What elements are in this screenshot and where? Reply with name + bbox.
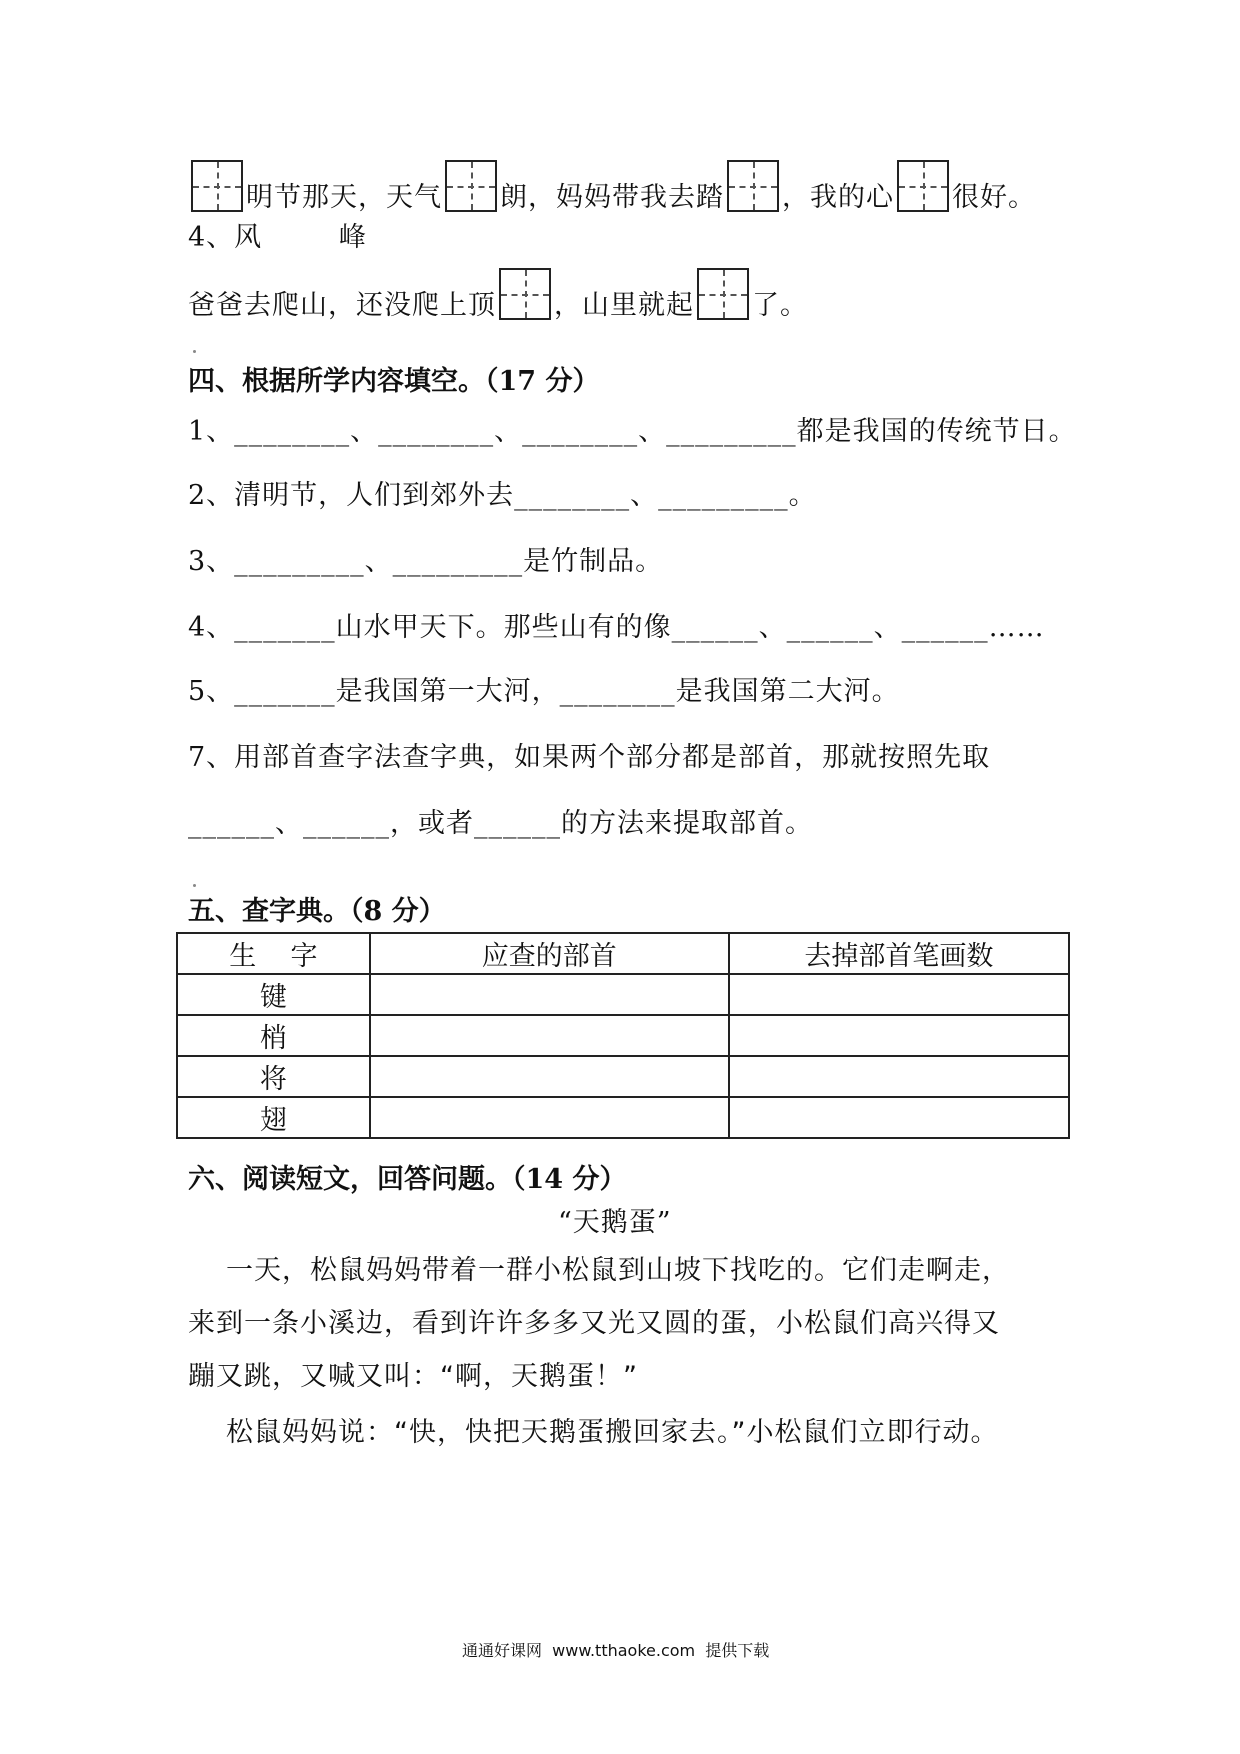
q3-line-1-text-3: ，我的心 — [782, 182, 894, 213]
stroke-count-answer-cell[interactable] — [729, 974, 1069, 1015]
tianzige-box[interactable] — [727, 160, 779, 212]
table-header-cell: 生 字 — [177, 933, 370, 974]
q3-line-1 — [188, 160, 1036, 218]
section-4-item: ______、______，或者______的方法来提取部首。 — [188, 808, 813, 839]
section-4-item: 4、_______山水甲天下。那些山有的像______、______、______…… — [188, 612, 1045, 643]
scan-dot — [193, 884, 196, 887]
table-row — [177, 1015, 1069, 1056]
section-4-item: 1、________、________、________、_________都是我国的传统节日。 — [188, 416, 1077, 447]
tianzige-box[interactable] — [897, 160, 949, 212]
passage-line: 松鼠妈妈说：“快，快把天鹅蛋搬回家去。”小松鼠们立即行动。 — [226, 1417, 999, 1448]
stroke-count-answer-cell[interactable] — [729, 1015, 1069, 1056]
q3-line-1-text-1: 明节那天，天气 — [246, 182, 442, 213]
table-row — [177, 1097, 1069, 1138]
q3-line-2-text-3: 了。 — [752, 290, 808, 321]
character-cell: 键 — [177, 974, 370, 1015]
passage-line: 来到一条小溪边，看到许许多多又光又圆的蛋，小松鼠们高兴得又 — [188, 1308, 1000, 1339]
character-cell: 将 — [177, 1056, 370, 1097]
radical-answer-cell[interactable] — [370, 1097, 729, 1138]
section-4-title: 四、根据所学内容填空。（17 分） — [188, 366, 600, 397]
q3-line-1-text-2: 朗，妈妈带我去踏 — [500, 182, 724, 213]
dictionary-table — [176, 932, 1070, 1139]
stroke-count-answer-cell[interactable] — [729, 1056, 1069, 1097]
character-cell: 梢 — [177, 1015, 370, 1056]
q3-item-4-label: 4、风 峰 — [188, 222, 367, 253]
section-6-title: 六、阅读短文，回答问题。（14 分） — [188, 1164, 627, 1195]
section-4-item: 3、_________、_________是竹制品。 — [188, 546, 664, 577]
radical-answer-cell[interactable] — [370, 1015, 729, 1056]
tianzige-box[interactable] — [499, 268, 551, 320]
stroke-count-answer-cell[interactable] — [729, 1097, 1069, 1138]
page-footer: 通通好课网 www.tthaoke.com 提供下载 — [462, 1641, 770, 1660]
section-5-title: 五、查字典。（8 分） — [188, 896, 446, 927]
table-header-cell: 应查的部首 — [370, 933, 729, 974]
character-cell: 翅 — [177, 1097, 370, 1138]
radical-answer-cell[interactable] — [370, 1056, 729, 1097]
q3-line-1-text-4: 很好。 — [952, 182, 1036, 213]
tianzige-box[interactable] — [191, 160, 243, 212]
table-header-row — [177, 933, 1069, 974]
scan-dot — [193, 350, 196, 353]
tianzige-box[interactable] — [697, 268, 749, 320]
section-4-item: 5、_______是我国第一大河，________是我国第二大河。 — [188, 676, 900, 707]
passage-line: 一天，松鼠妈妈带着一群小松鼠到山坡下找吃的。它们走啊走， — [226, 1255, 1010, 1286]
passage-title: “天鹅蛋” — [558, 1207, 672, 1238]
passage-line: 蹦又跳，又喊又叫：“啊，天鹅蛋！” — [188, 1361, 638, 1392]
section-4-item: 7、用部首查字法查字典，如果两个部分都是部首，那就按照先取 — [188, 742, 991, 773]
q3-line-2 — [188, 268, 808, 326]
table-row — [177, 1056, 1069, 1097]
section-4-item: 2、清明节，人们到郊外去________、_________。 — [188, 480, 817, 511]
radical-answer-cell[interactable] — [370, 974, 729, 1015]
table-header-cell: 去掉部首笔画数 — [729, 933, 1069, 974]
tianzige-box[interactable] — [445, 160, 497, 212]
table-row — [177, 974, 1069, 1015]
q3-line-2-text-1: 爸爸去爬山，还没爬上顶 — [188, 290, 496, 321]
q3-line-2-text-2: ，山里就起 — [554, 290, 694, 321]
